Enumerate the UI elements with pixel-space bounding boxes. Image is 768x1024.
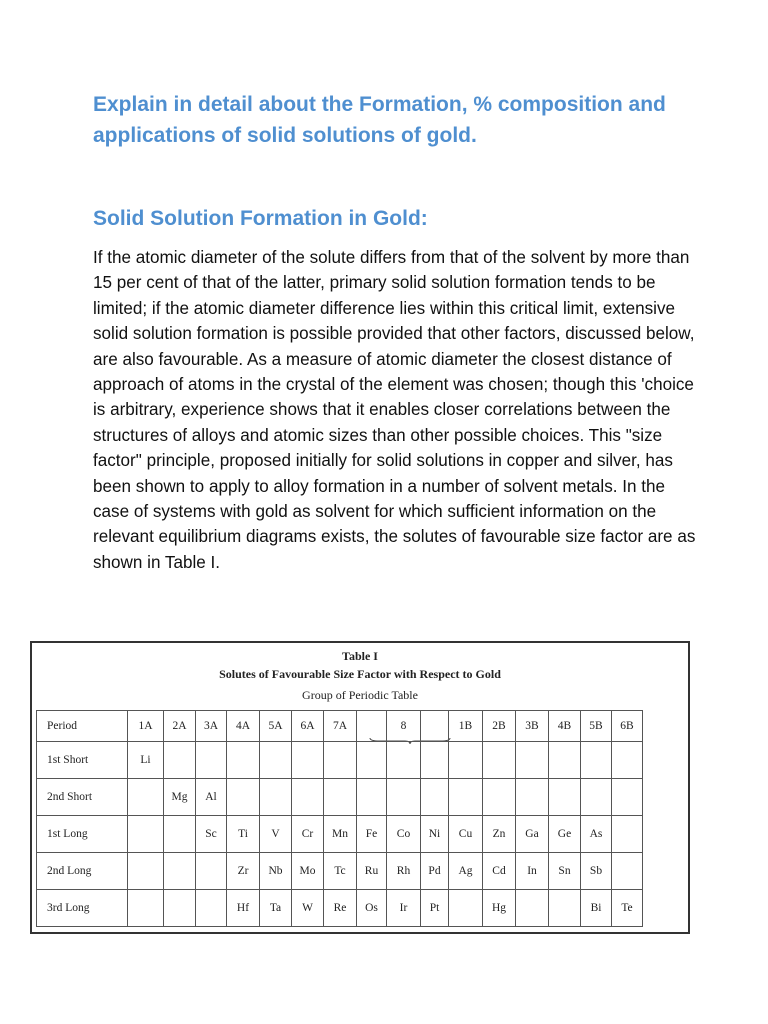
element-cell [581, 742, 612, 779]
element-cell [612, 853, 643, 890]
group-header: 7A [324, 711, 357, 742]
group-header [421, 711, 449, 742]
element-cell: Ag [449, 853, 483, 890]
period-cell: 1st Long [37, 816, 128, 853]
element-cell: Sn [549, 853, 581, 890]
element-cell: Pt [421, 890, 449, 927]
table-group-label: Group of Periodic Table [302, 688, 418, 702]
group-header [357, 711, 387, 742]
group-header: 8 [387, 711, 421, 742]
element-cell: Te [612, 890, 643, 927]
element-cell: Bi [581, 890, 612, 927]
element-cell [581, 779, 612, 816]
element-cell: In [516, 853, 549, 890]
element-cell [227, 779, 260, 816]
element-cell [421, 779, 449, 816]
element-cell [387, 779, 421, 816]
element-cell [164, 890, 196, 927]
group-header: 4B [549, 711, 581, 742]
group-header: 1B [449, 711, 483, 742]
element-cell [549, 890, 581, 927]
group-header: 3A [196, 711, 227, 742]
element-cell [612, 779, 643, 816]
element-cell: Hf [227, 890, 260, 927]
element-cell [612, 742, 643, 779]
table-row [37, 742, 643, 779]
element-cell [421, 742, 449, 779]
table-row [37, 890, 643, 927]
element-cell [324, 779, 357, 816]
element-cell: Ni [421, 816, 449, 853]
element-cell [164, 853, 196, 890]
element-cell: Al [196, 779, 227, 816]
period-cell: 3rd Long [37, 890, 128, 927]
element-cell [357, 742, 387, 779]
element-cell [128, 890, 164, 927]
column-header: Period [37, 711, 128, 742]
page-title: Explain in detail about the Formation, % composition and applications of solid solutions of gold. [93, 93, 666, 147]
element-cell [164, 816, 196, 853]
element-cell [516, 742, 549, 779]
group-header: 4A [227, 711, 260, 742]
element-cell: Cd [483, 853, 516, 890]
element-cell: Ir [387, 890, 421, 927]
element-cell [227, 742, 260, 779]
element-cell: Ti [227, 816, 260, 853]
element-cell [128, 816, 164, 853]
group-header: 5A [260, 711, 292, 742]
element-cell: Rh [387, 853, 421, 890]
element-cell [483, 742, 516, 779]
element-cell: Nb [260, 853, 292, 890]
period-cell: 2nd Long [37, 853, 128, 890]
element-cell: Zr [227, 853, 260, 890]
element-cell [196, 890, 227, 927]
element-cell: Co [387, 816, 421, 853]
table-row [37, 816, 643, 853]
group-header: 6B [612, 711, 643, 742]
element-cell: Fe [357, 816, 387, 853]
section-heading: Solid Solution Formation in Gold: [93, 207, 428, 230]
element-cell [357, 779, 387, 816]
element-cell: Sc [196, 816, 227, 853]
element-cell: W [292, 890, 324, 927]
table-figure [30, 641, 690, 934]
body-paragraph: If the atomic diameter of the solute differs from that of the solvent by more than 15 per cent of that of the latter, primary solid solution formation tends to be limited; if the atomic diameter difference lies within this critical limit, extensive solid solution formation is possible provided that other factors, discussed below, are also favourable. As a measure of atomic diameter the closest distance of approach of atoms in the crystal of the element was chosen; though this 'choice is arbitrary, experience shows that it enables closer correlations between the structures of alloys and atomic sizes than other possible choices. This "size factor" principle, proposed initially for solid solutions in copper and silver, has been shown to apply to alloy formation in a number of solvent metals. In the case of systems with gold as solvent for which sufficient information on the relevant equilibrium diagrams exists, the solutes of favourable size factor are as shown in Table I. [93, 248, 696, 572]
table-title: Table I [342, 649, 378, 663]
element-cell: Sb [581, 853, 612, 890]
element-cell: Mg [164, 779, 196, 816]
element-cell [292, 779, 324, 816]
element-cell: Li [128, 742, 164, 779]
element-cell [549, 779, 581, 816]
table-caption: Solutes of Favourable Size Factor with Respect to Gold [219, 667, 501, 681]
element-cell [260, 779, 292, 816]
element-cell [128, 779, 164, 816]
element-cell [196, 742, 227, 779]
element-cell [196, 853, 227, 890]
element-cell: Mn [324, 816, 357, 853]
table-row [37, 779, 643, 816]
element-cell [164, 742, 196, 779]
period-cell: 1st Short [37, 742, 128, 779]
element-cell: Ru [357, 853, 387, 890]
element-cell: Ga [516, 816, 549, 853]
table-header-row [37, 711, 643, 742]
element-cell [449, 890, 483, 927]
group-header: 5B [581, 711, 612, 742]
element-cell [292, 742, 324, 779]
element-cell [449, 779, 483, 816]
element-cell [516, 779, 549, 816]
element-cell: Os [357, 890, 387, 927]
element-cell: Tc [324, 853, 357, 890]
element-cell: Zn [483, 816, 516, 853]
element-cell [387, 742, 421, 779]
group-header: 2A [164, 711, 196, 742]
element-cell: As [581, 816, 612, 853]
element-cell [324, 742, 357, 779]
element-cell [549, 742, 581, 779]
element-cell [260, 742, 292, 779]
element-cell [483, 779, 516, 816]
element-cell: Ge [549, 816, 581, 853]
element-cell: Cr [292, 816, 324, 853]
element-cell [128, 853, 164, 890]
group-header: 1A [128, 711, 164, 742]
element-cell: V [260, 816, 292, 853]
element-cell [449, 742, 483, 779]
table-row [37, 853, 643, 890]
period-cell: 2nd Short [37, 779, 128, 816]
element-cell: Mo [292, 853, 324, 890]
group-header: 2B [483, 711, 516, 742]
element-cell [612, 816, 643, 853]
group-header: 3B [516, 711, 549, 742]
element-cell: Pd [421, 853, 449, 890]
element-cell: Re [324, 890, 357, 927]
element-cell: Hg [483, 890, 516, 927]
solutes-table [36, 710, 643, 927]
element-cell [516, 890, 549, 927]
group-header: 6A [292, 711, 324, 742]
element-cell: Cu [449, 816, 483, 853]
element-cell: Ta [260, 890, 292, 927]
